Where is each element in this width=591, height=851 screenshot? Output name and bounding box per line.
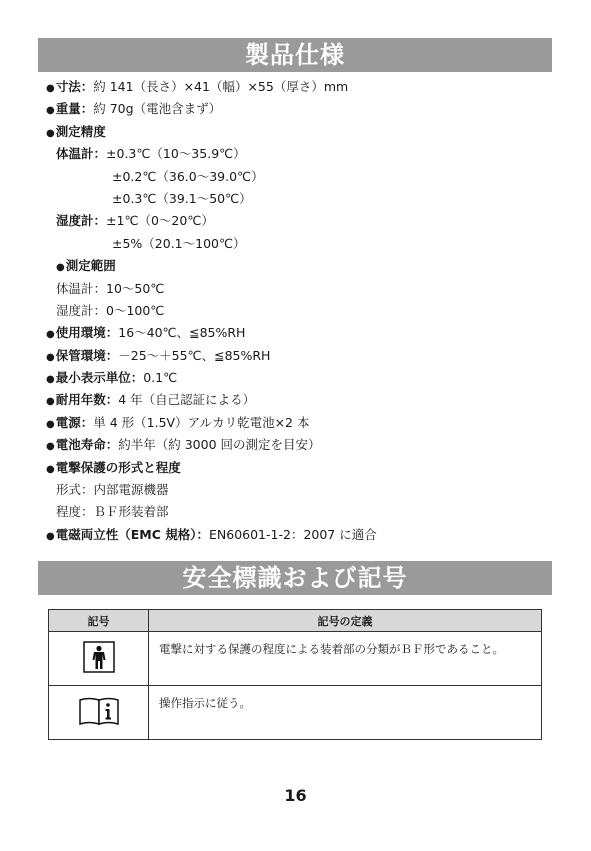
spec-power — [46, 412, 556, 434]
accuracy-thermo-3: ±0.3℃（39.1～50℃） — [112, 190, 252, 206]
spec-label: ● 測定範囲 — [56, 258, 116, 273]
spec-label: ● 重量： — [46, 101, 93, 116]
header-symbol: 記号 — [49, 610, 149, 632]
spec-value: 約半年（約 3000 回の測定を目安） — [118, 437, 321, 453]
table-row — [49, 632, 542, 686]
spec-min-unit — [46, 367, 556, 389]
spec-label: ● 最小表示単位： — [46, 370, 143, 385]
spec-label: ● 電磁両立性（EMC 規格）： — [46, 527, 209, 542]
accuracy-thermo-2: ±0.2℃（36.0～39.0℃） — [112, 168, 264, 184]
spec-value: 4 年（自己認証による） — [118, 392, 256, 408]
header-definition: 記号の定義 — [149, 610, 542, 632]
shock-degree: 程度：ＢＦ形装着部 — [56, 504, 169, 520]
spec-value: 単 4 形（1.5V）アルカリ乾電池×2 本 — [93, 414, 310, 430]
spec-value: EN60601-1-2：2007 に適合 — [209, 526, 377, 542]
spec-usage-env — [46, 322, 556, 344]
safety-title-banner: 安全標識および記号 — [38, 561, 552, 595]
symbol-cell — [49, 686, 149, 740]
range-thermo: 体温計：10～50℃ — [56, 280, 165, 296]
spec-value: ±0.3℃（10～35.9℃） — [106, 146, 246, 162]
spec-label: ● 寸法： — [46, 79, 93, 94]
table-header-row — [49, 610, 542, 632]
spec-value: 約 70g（電池含まず） — [93, 101, 222, 117]
spec-value: ±1℃（0～20℃） — [106, 213, 214, 229]
spec-label: ● 測定精度 — [46, 124, 106, 139]
symbol-cell — [49, 632, 149, 686]
shock-form: 形式：内部電源機器 — [56, 482, 169, 498]
spec-value: －25～＋55℃、≦85%RH — [118, 347, 271, 363]
spec-value: 0.1℃ — [143, 370, 178, 386]
spec-label: ● 保管環境： — [46, 348, 118, 363]
table-row — [49, 686, 542, 740]
spec-label: ● 電撃保護の形式と程度 — [46, 460, 181, 475]
page-number: 16 — [284, 786, 307, 805]
range-hygro: 湿度計：0～100℃ — [56, 302, 165, 318]
instructions-manual-icon — [77, 695, 121, 727]
spec-label: ● 電源： — [46, 415, 93, 430]
spec-weight — [46, 98, 556, 120]
bf-type-applied-part-icon — [83, 641, 115, 673]
spec-shock-heading — [46, 457, 556, 479]
spec-accuracy-heading — [46, 121, 556, 143]
spec-label: 体温計： — [56, 146, 107, 162]
accuracy-hygro-2: ±5%（20.1～100℃） — [112, 235, 246, 251]
spec-dimensions — [46, 76, 556, 98]
spec-label: 湿度計： — [56, 213, 107, 229]
spec-list — [46, 76, 556, 546]
spec-value: 16～40℃、≦85%RH — [118, 325, 246, 341]
symbols-table — [48, 609, 542, 740]
spec-storage-env — [46, 345, 556, 367]
spec-label: ● 耐用年数： — [46, 392, 118, 407]
spec-battery-life — [46, 434, 556, 456]
spec-emc — [46, 524, 556, 546]
definition-cell: 操作指示に従う。 — [149, 686, 542, 740]
accuracy-thermo-1 — [46, 143, 556, 165]
spec-value: 約 141（長さ）×41（幅）×55（厚さ）mm — [93, 79, 349, 94]
spec-range-heading — [46, 255, 556, 277]
definition-cell: 電撃に対する保護の程度による装着部の分類がＢＦ形であること。 — [149, 632, 542, 686]
spec-label: ● 電池寿命： — [46, 437, 118, 452]
spec-service-life — [46, 389, 556, 411]
accuracy-hygro-1 — [46, 210, 556, 232]
spec-title-banner: 製品仕様 — [38, 38, 552, 72]
spec-label: ● 使用環境： — [46, 325, 118, 340]
